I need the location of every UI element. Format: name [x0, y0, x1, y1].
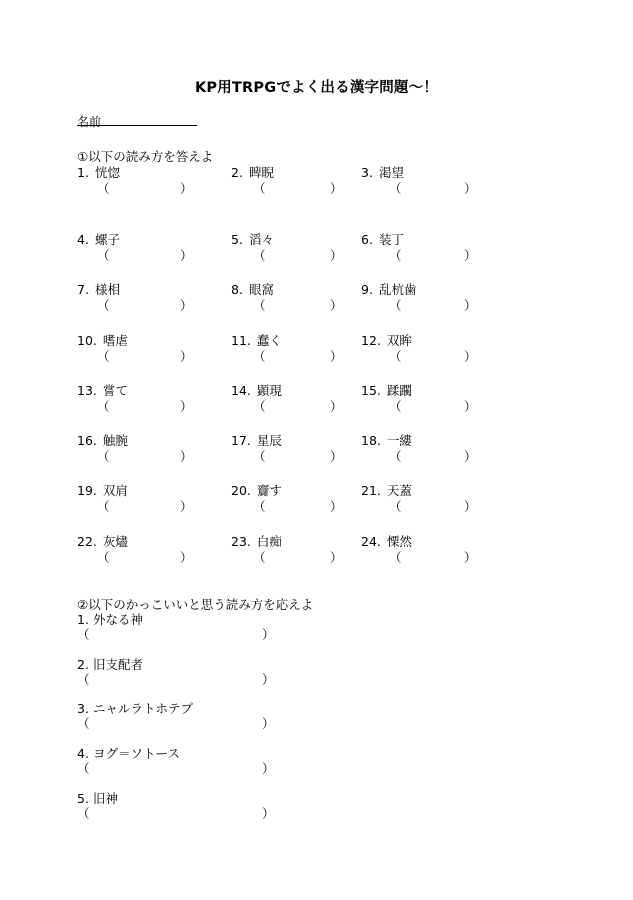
name-label: 名前 [77, 115, 102, 129]
question-number: 5. [231, 232, 243, 247]
question2-word: 外なる神 [92, 612, 143, 627]
question-word: 天蓋 [386, 483, 412, 498]
question-word: 蠢く [256, 333, 282, 348]
question-word: 眼窩 [248, 282, 274, 297]
question-item [361, 381, 412, 399]
answer-paren-close: ） [330, 449, 343, 464]
answer-paren-close: ） [330, 550, 343, 565]
answer-paren-close: ） [180, 181, 193, 196]
question-number: 21. [361, 483, 381, 498]
answer-paren-close: ） [330, 298, 343, 313]
answer-paren-open: （ [97, 499, 110, 514]
answer-paren-close: ） [180, 449, 193, 464]
question-word: 螺子 [94, 232, 120, 247]
question2-number: 3. [77, 701, 89, 716]
answer-paren-close: ） [464, 248, 477, 263]
question-number: 20. [231, 483, 251, 498]
question-word: 嘗て [102, 383, 128, 398]
answer-paren-open: （ [97, 248, 110, 263]
question-word: 蹂躙 [386, 383, 412, 398]
answer-paren-close: ） [180, 499, 193, 514]
answer-paren-open: （ [97, 449, 110, 464]
answer-paren-open: （ [97, 349, 110, 364]
question-item [361, 481, 412, 499]
question-number: 7. [77, 282, 89, 297]
question-number: 18. [361, 433, 381, 448]
answer-paren-close: ） [464, 449, 477, 464]
answer-paren-open: （ [389, 349, 402, 364]
question-number: 10. [77, 333, 97, 348]
question-word: 乱杭歯 [378, 282, 417, 297]
answer-paren-open: （ [253, 349, 266, 364]
question-word: 装丁 [378, 232, 404, 247]
answer-paren-close: ） [464, 499, 477, 514]
question2-number: 1. [77, 612, 89, 627]
answer2-paren-open: （ [77, 716, 90, 731]
question-word: 睥睨 [248, 165, 274, 180]
question-word: 双肩 [102, 483, 128, 498]
question-number: 6. [361, 232, 373, 247]
answer-paren-open: （ [389, 449, 402, 464]
page-title: KP用TRPGでよく出る漢字問題〜！ [194, 80, 439, 96]
answer-paren-open: （ [253, 181, 266, 196]
question-number: 9. [361, 282, 373, 297]
answer-paren-close: ） [464, 349, 477, 364]
question-number: 17. [231, 433, 251, 448]
question-word: 顕現 [256, 383, 282, 398]
answer2-paren-open: （ [77, 761, 90, 776]
question-number: 15. [361, 383, 381, 398]
question-number: 1. [77, 165, 89, 180]
question2-number: 2. [77, 657, 89, 672]
answer-paren-open: （ [253, 298, 266, 313]
question-word: 恍惚 [94, 165, 120, 180]
question-number: 22. [77, 534, 97, 549]
question-number: 3. [361, 165, 373, 180]
answer-paren-close: ） [330, 349, 343, 364]
question-number: 4. [77, 232, 89, 247]
answer-paren-close: ） [464, 181, 477, 196]
question-word: 一縷 [386, 433, 412, 448]
question-number: 19. [77, 483, 97, 498]
question-number: 24. [361, 534, 381, 549]
question-number: 11. [231, 333, 251, 348]
answer2-paren-close: ） [262, 806, 275, 821]
question2-item [77, 699, 193, 717]
question2-word: ヨグ＝ソトース [92, 746, 180, 761]
answer-paren-open: （ [97, 550, 110, 565]
answer-paren-open: （ [389, 248, 402, 263]
answer-paren-close: ） [330, 399, 343, 414]
answer-paren-close: ） [180, 349, 193, 364]
answer-paren-close: ） [180, 550, 193, 565]
question-item [361, 532, 412, 550]
question-word: 灰燼 [102, 534, 128, 549]
answer-paren-close: ） [180, 298, 193, 313]
question-word: 齎す [256, 483, 282, 498]
question-word: 触腕 [102, 433, 128, 448]
answer2-paren-open: （ [77, 806, 90, 821]
question2-number: 5. [77, 791, 89, 806]
question-item [361, 431, 412, 449]
answer-paren-open: （ [389, 298, 402, 313]
answer2-paren-close: ） [262, 627, 275, 642]
answer-paren-open: （ [253, 248, 266, 263]
question2-word: 旧神 [92, 791, 118, 806]
question2-word: ニャルラトホテプ [92, 701, 193, 716]
question-number: 16. [77, 433, 97, 448]
answer-paren-close: ） [330, 499, 343, 514]
question-word: 星辰 [256, 433, 282, 448]
question2-number: 4. [77, 746, 89, 761]
answer2-paren-close: ） [262, 761, 275, 776]
question-number: 23. [231, 534, 251, 549]
question-word: 慄然 [386, 534, 412, 549]
answer-paren-open: （ [389, 499, 402, 514]
answer2-paren-open: （ [77, 627, 90, 642]
question-word: 渇望 [378, 165, 404, 180]
name-field-line[interactable] [77, 125, 197, 126]
question-number: 14. [231, 383, 251, 398]
question2-word: 旧支配者 [92, 657, 143, 672]
answer-paren-close: ） [180, 399, 193, 414]
section2-heading: ②以下のかっこいいと思う読み方を応えよ [77, 597, 314, 612]
question-number: 12. [361, 333, 381, 348]
answer-paren-open: （ [389, 550, 402, 565]
answer2-paren-close: ） [262, 672, 275, 687]
answer-paren-open: （ [389, 399, 402, 414]
question-word: 白痴 [256, 534, 282, 549]
question-number: 2. [231, 165, 243, 180]
answer-paren-open: （ [389, 181, 402, 196]
question-word: 双眸 [386, 333, 412, 348]
answer-paren-close: ） [330, 248, 343, 263]
answer-paren-open: （ [97, 181, 110, 196]
answer-paren-close: ） [330, 181, 343, 196]
question-word: 嗜虐 [102, 333, 128, 348]
question-word: 様相 [94, 282, 120, 297]
answer-paren-open: （ [97, 298, 110, 313]
question-number: 8. [231, 282, 243, 297]
answer-paren-open: （ [253, 449, 266, 464]
answer2-paren-close: ） [262, 716, 275, 731]
answer-paren-close: ） [464, 550, 477, 565]
answer-paren-open: （ [97, 399, 110, 414]
answer-paren-close: ） [464, 399, 477, 414]
answer2-paren-open: （ [77, 672, 90, 687]
question-number: 13. [77, 383, 97, 398]
question-word: 滔々 [248, 232, 274, 247]
answer-paren-open: （ [253, 499, 266, 514]
answer-paren-open: （ [253, 399, 266, 414]
answer-paren-open: （ [253, 550, 266, 565]
section1-heading: ①以下の読み方を答えよ [77, 149, 214, 164]
question2-item [77, 744, 180, 762]
question-item [361, 331, 412, 349]
answer-paren-close: ） [180, 248, 193, 263]
answer-paren-close: ） [464, 298, 477, 313]
